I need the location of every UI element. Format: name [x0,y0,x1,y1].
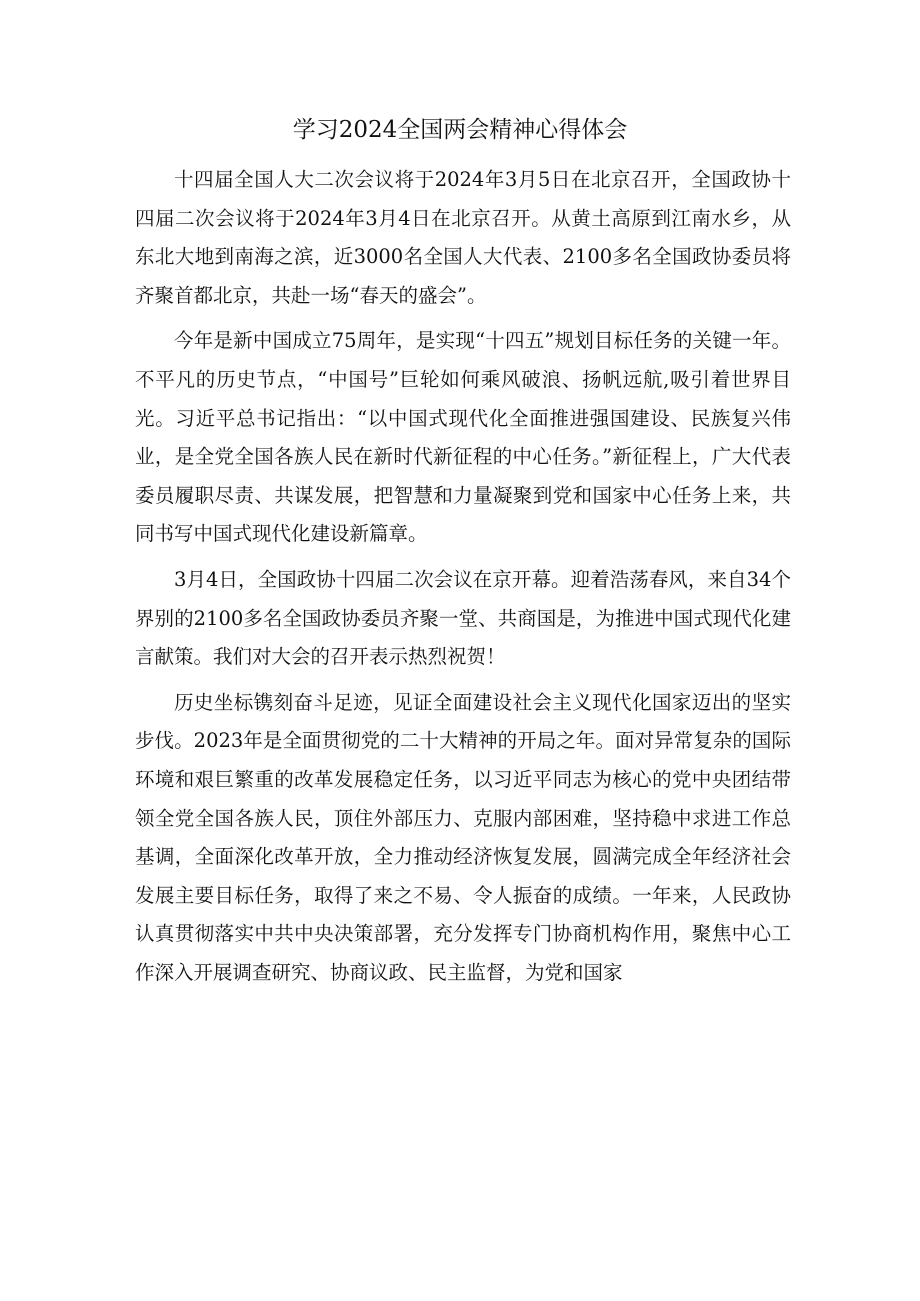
paragraph-2: 今年是新中国成立75周年，是实现“十四五”规划目标任务的关键一年。不平凡的历史节点，“中国号”巨轮如何乘风破浪、扬帆远航,吸引着世界目光。习近平总书记指出：“以中国式现代化全面推进强国建设、民族复兴伟业，是全党全国各族人民在新时代新征程的中心任务。”新征程上，广大代表委员履职尽责、共谋发展，把智慧和力量凝聚到党和国家中心任务上来，共同书写中国式现代化建设新篇章。 [135,329,791,546]
document-body [135,161,791,999]
paragraph-1: 十四届全国人大二次会议将于2024年3月5日在北京召开，全国政协十四届二次会议将于2024年3月4日在北京召开。从黄土高原到江南水乡，从东北大地到南海之滨，近3000名全国人大代表、2100多名全国政协委员将齐聚首都北京，共赴一场“春天的盛会”。 [135,168,791,307]
document-title: 学习2024全国两会精神心得体会 [292,117,628,143]
paragraph-4: 历史坐标镌刻奋斗足迹，见证全面建设社会主义现代化国家迈出的坚实步伐。2023年是全面贯彻党的二十大精神的开局之年。面对异常复杂的国际环境和艰巨繁重的改革发展稳定任务，以习近平同志为核心的党中央团结带领全党全国各族人民，顶住外部压力、克服内部困难，坚持稳中求进工作总基调，全面深化改革开放，全力推动经济恢复发展，圆满完成全年经济社会发展主要目标任务，取得了来之不易、令人振奋的成绩。一年来，人民政协认真贯彻落实中共中央决策部署，充分发挥专门协商机构作用，聚焦中心工作深入开展调查研究、协商议政、民主监督，为党和国家 [135,690,791,984]
paragraph-3: 3月4日，全国政协十四届二次会议在京开幕。迎着浩荡春风，来自34个界别的2100多名全国政协委员齐聚一堂、共商国是，为推进中国式现代化建言献策。我们对大会的召开表示热烈祝贺！ [135,567,791,669]
